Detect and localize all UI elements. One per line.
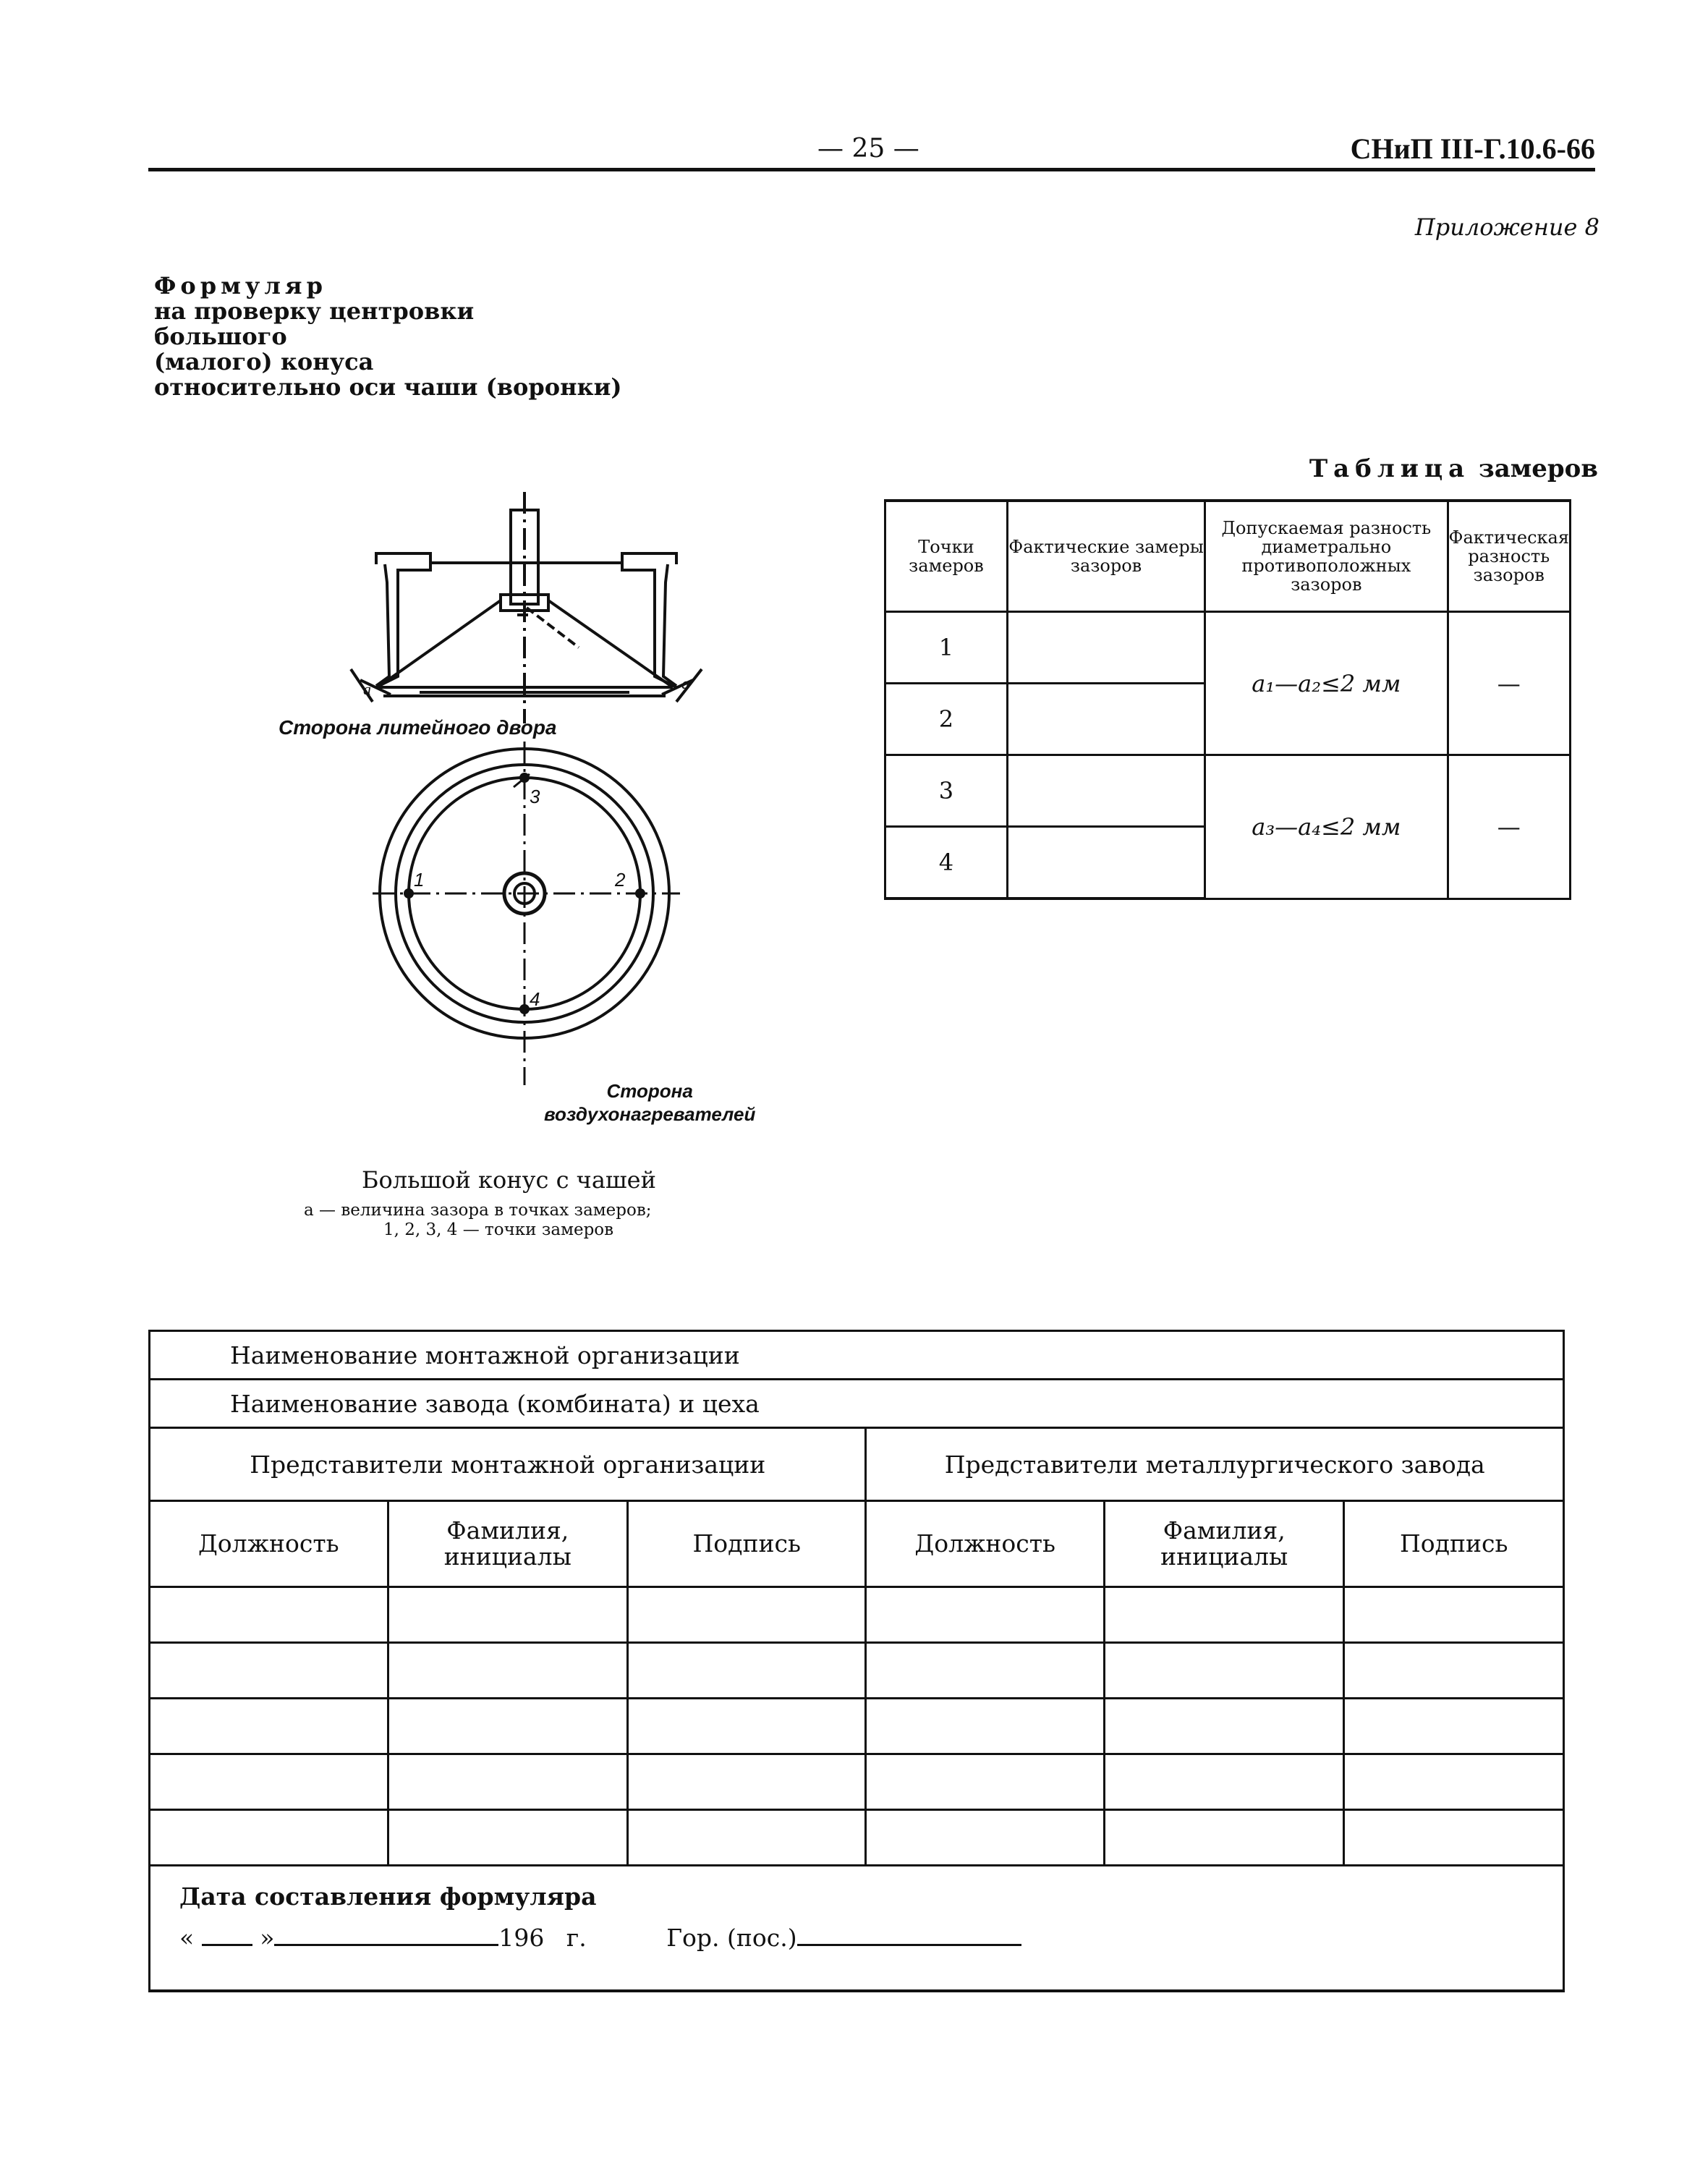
form-cell[interactable] (150, 1810, 388, 1866)
form-cell[interactable] (388, 1810, 627, 1866)
form-cell[interactable] (150, 1643, 388, 1699)
col-position-left: Должность (150, 1501, 388, 1587)
point-number: 4 (885, 827, 1008, 899)
caption-air-heaters-side (544, 1079, 755, 1126)
month-field[interactable] (274, 1944, 498, 1946)
allowed-difference-formula: a₃—a₄≤2 мм (1205, 755, 1448, 899)
caption-casthouse-side: Сторона литейного двора (279, 716, 557, 739)
col-signature-left: Подпись (628, 1501, 866, 1587)
header-rule (148, 168, 1595, 171)
point-number: 3 (885, 755, 1008, 827)
date-line (179, 1924, 1563, 1952)
table-row (150, 1810, 1564, 1866)
table-title-rest: замеров (1479, 454, 1598, 483)
legend-line-2: 1, 2, 3, 4 — точки замеров (383, 1220, 614, 1239)
form-cell[interactable] (388, 1643, 627, 1699)
cone-plan-view (373, 742, 680, 1085)
figure-title: Большой конус с чашей (362, 1166, 656, 1194)
form-cell[interactable] (1344, 1810, 1564, 1866)
actual-gap-cell[interactable] (1007, 755, 1204, 827)
form-cell[interactable] (388, 1699, 627, 1754)
actual-gap-cell[interactable] (1007, 684, 1204, 755)
form-cell[interactable] (388, 1754, 627, 1810)
point-number: 1 (885, 612, 1008, 684)
installation-organization-name[interactable]: Наименование монтажной организации (150, 1331, 1564, 1380)
point-label-3: 3 (530, 786, 540, 807)
measurements-header-row (885, 501, 1571, 612)
table-row (885, 612, 1571, 684)
header-actual-difference: Фактическая разность зазоров (1448, 501, 1570, 612)
table-row (885, 755, 1571, 827)
appendix-label: Приложение 8 (1414, 213, 1599, 241)
page-number: — 25 — (817, 134, 919, 163)
caption-air-line-1: Сторона (606, 1080, 693, 1102)
caption-air-line-2: воздухонагревателей (544, 1103, 756, 1125)
form-cell[interactable] (1104, 1699, 1343, 1754)
point-label-4: 4 (530, 988, 540, 1010)
actual-difference-cell: — (1448, 755, 1570, 899)
table-title-spaced: Таблица (1309, 454, 1471, 483)
form-cell[interactable] (628, 1643, 866, 1699)
form-cell[interactable] (150, 1699, 388, 1754)
document-code: СНиП III-Г.10.6-66 (1350, 132, 1595, 165)
form-title (154, 273, 622, 400)
allowed-difference-formula: a₁—a₂≤2 мм (1205, 612, 1448, 755)
form-cell[interactable] (1104, 1643, 1343, 1699)
plant-and-shop-name[interactable]: Наименование завода (комбината) и цеха (150, 1380, 1564, 1428)
point-label-2: 2 (615, 869, 626, 891)
table-row (150, 1587, 1564, 1643)
form-cell[interactable] (1104, 1810, 1343, 1866)
title-line-1: Формуляр (154, 272, 327, 300)
form-cell[interactable] (388, 1587, 627, 1643)
title-line-2: на проверку центровки (154, 297, 475, 325)
form-cell[interactable] (866, 1810, 1105, 1866)
point-number: 2 (885, 684, 1008, 755)
year-suffix: г. (566, 1924, 587, 1952)
measurements-table-title (1309, 454, 1598, 483)
cone-bowl-drawing (275, 485, 723, 1121)
form-cell[interactable] (866, 1754, 1105, 1810)
gap-label-right: a (681, 674, 689, 692)
form-cell[interactable] (150, 1587, 388, 1643)
col-signature-right: Подпись (1344, 1501, 1564, 1587)
title-line-5: относительно оси чаши (воронки) (154, 373, 622, 401)
table-row (150, 1754, 1564, 1810)
header-points: Точки замеров (885, 501, 1008, 612)
form-cell[interactable] (866, 1643, 1105, 1699)
gap-label-left: a (363, 680, 371, 698)
form-cell[interactable] (866, 1699, 1105, 1754)
title-line-3: большого (154, 323, 287, 350)
form-cell[interactable] (150, 1754, 388, 1810)
title-line-4: (малого) конуса (154, 348, 374, 375)
quote-close: » (260, 1924, 275, 1952)
plant-representatives-heading: Представители металлургического завода (866, 1428, 1564, 1501)
col-position-right: Должность (866, 1501, 1105, 1587)
header-allowed-difference: Допускаемая разность диаметрально противоположных зазоров (1205, 501, 1448, 612)
actual-gap-cell[interactable] (1007, 827, 1204, 899)
date-label: Дата составления формуляра (179, 1882, 597, 1911)
header-actual-gaps: Фактические замеры зазоров (1007, 501, 1204, 612)
form-cell[interactable] (1104, 1754, 1343, 1810)
form-cell[interactable] (628, 1810, 866, 1866)
col-name-right: Фамилия, инициалы (1104, 1501, 1343, 1587)
day-field[interactable] (202, 1944, 252, 1946)
actual-gap-cell[interactable] (1007, 612, 1204, 684)
form-cell[interactable] (1344, 1643, 1564, 1699)
form-cell[interactable] (1344, 1754, 1564, 1810)
year-prefix: 196 (498, 1924, 545, 1952)
signature-form (148, 1330, 1565, 1992)
table-row (150, 1699, 1564, 1754)
installation-representatives-heading: Представители монтажной организации (150, 1428, 866, 1501)
table-row (150, 1643, 1564, 1699)
measurements-table (884, 499, 1571, 900)
city-label: Гор. (пос.) (666, 1924, 797, 1952)
form-cell[interactable] (1344, 1699, 1564, 1754)
form-cell[interactable] (628, 1587, 866, 1643)
form-cell[interactable] (1344, 1587, 1564, 1643)
city-field[interactable] (797, 1944, 1021, 1946)
col-name-left: Фамилия, инициалы (388, 1501, 627, 1587)
form-cell[interactable] (628, 1699, 866, 1754)
figure-legend (304, 1201, 652, 1240)
form-cell[interactable] (866, 1587, 1105, 1643)
form-cell[interactable] (1104, 1587, 1343, 1643)
form-cell[interactable] (628, 1754, 866, 1810)
actual-difference-cell: — (1448, 612, 1570, 755)
point-label-1: 1 (414, 869, 425, 891)
cone-side-view (351, 492, 702, 723)
quote-open: « (179, 1924, 195, 1952)
date-section (150, 1866, 1564, 1992)
legend-line-1: a — величина зазора в точках замеров; (304, 1201, 652, 1220)
